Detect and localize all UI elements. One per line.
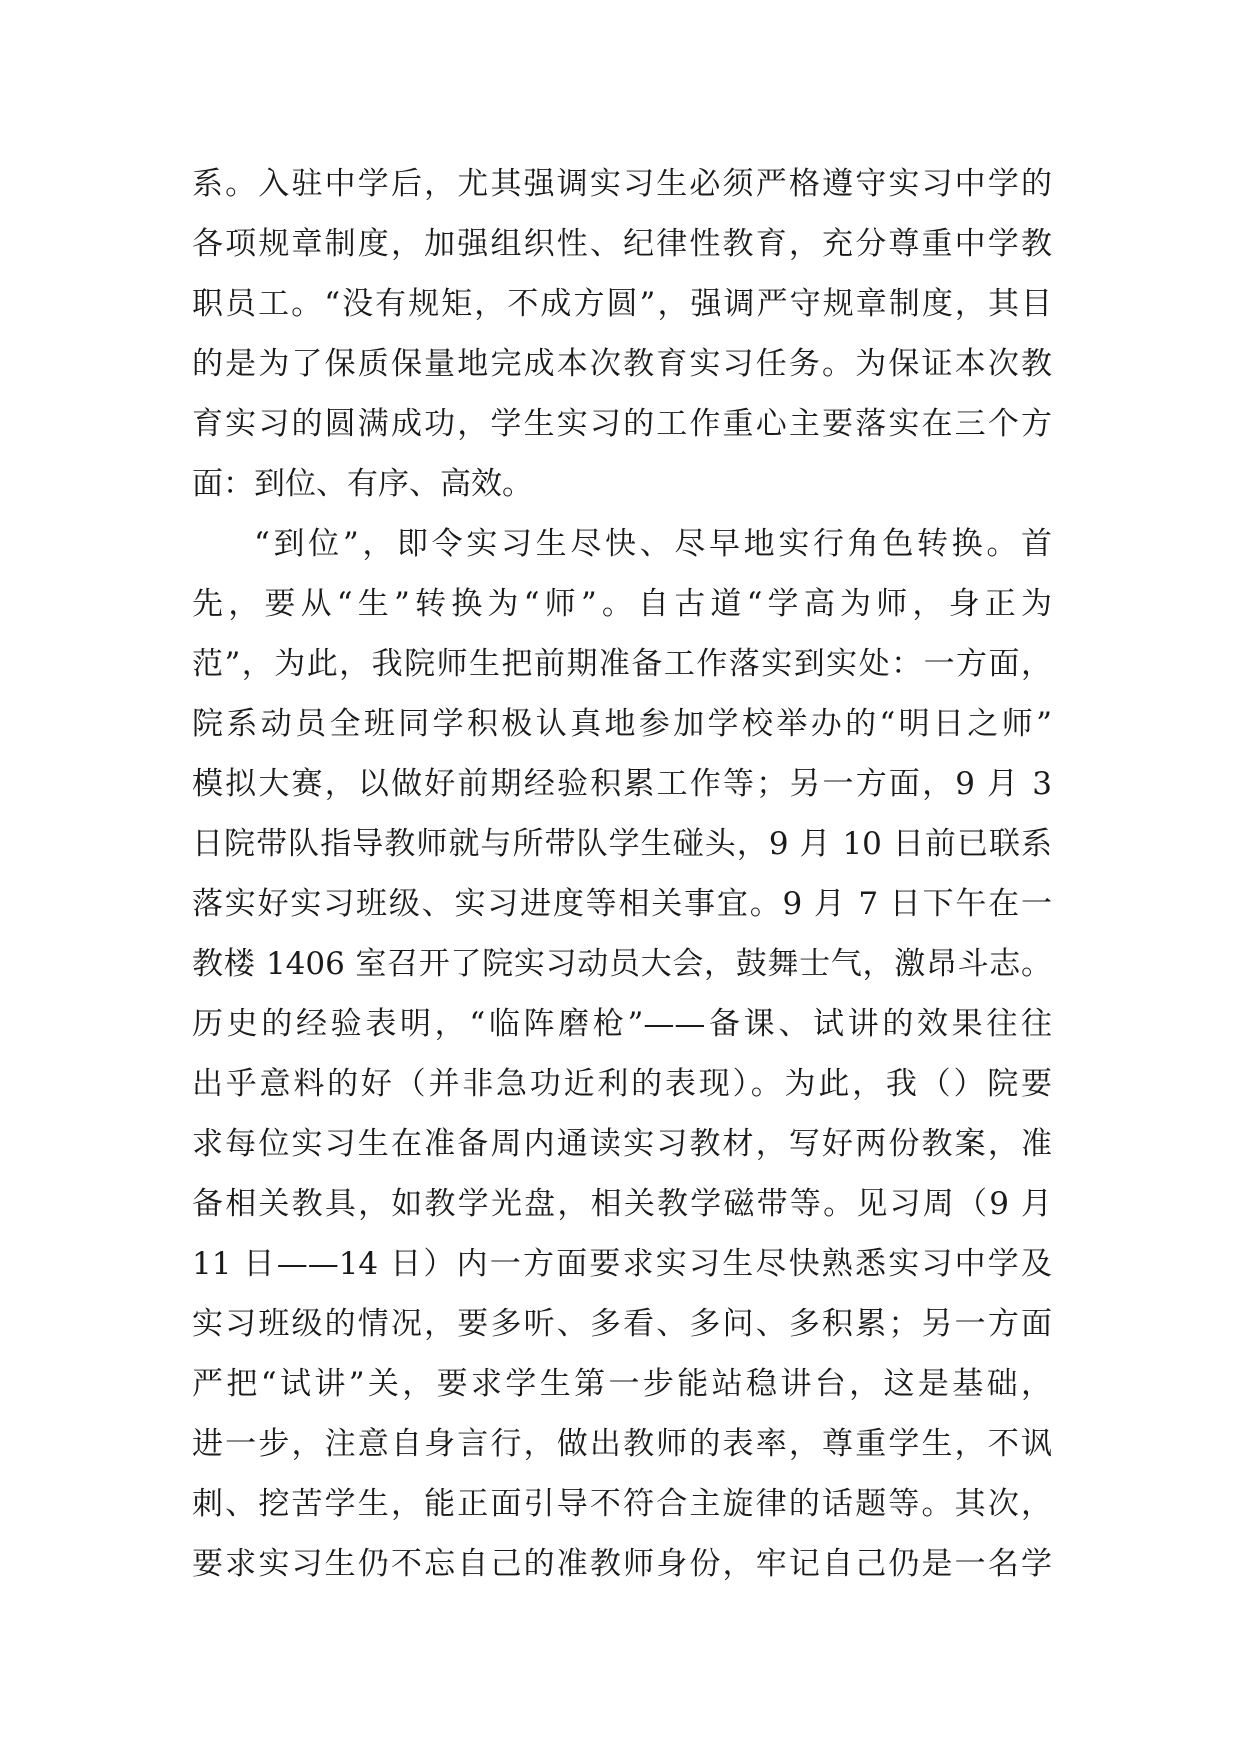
text-line: 日院带队指导教师就与所带队学生碰头，9 月 10 日前已联系	[192, 826, 1052, 862]
text-line: 面：到位、有序、高效。	[192, 466, 533, 502]
text-line: 各项规章制度，加强组织性、纪律性教育，充分尊重中学教	[192, 226, 1052, 262]
paragraph-1	[192, 154, 1052, 514]
text-line: 育实习的圆满成功，学生实习的工作重心主要落实在三个方	[192, 406, 1052, 442]
text-line: 先，要从“生”转换为“师”。自古道“学高为师，身正为	[192, 586, 1052, 622]
text-line: 落实好实习班级、实习进度等相关事宜。9 月 7 日下午在一	[192, 886, 1052, 922]
text-line: 11 日——14 日）内一方面要求实习生尽快熟悉实习中学及	[192, 1246, 1052, 1282]
text-line: “到位”，即令实习生尽快、尽早地实行角色转换。首	[254, 526, 1052, 562]
text-line: 备相关教具，如教学光盘，相关教学磁带等。见习周（9 月	[192, 1186, 1052, 1222]
document-body	[192, 154, 1052, 1594]
text-line: 要求实习生仍不忘自己的准教师身份，牢记自己仍是一名学	[192, 1546, 1052, 1582]
text-line: 求每位实习生在准备周内通读实习教材，写好两份教案，准	[192, 1126, 1052, 1162]
text-line: 院系动员全班同学积极认真地参加学校举办的“明日之师”	[192, 706, 1052, 742]
paragraph-2	[192, 514, 1052, 1594]
text-line: 出乎意料的好（并非急功近利的表现）。为此，我（）院要	[192, 1066, 1052, 1102]
text-line: 范”，为此，我院师生把前期准备工作落实到实处：一方面，	[192, 646, 1052, 682]
text-line: 刺、挖苦学生，能正面引导不符合主旋律的话题等。其次，	[192, 1486, 1052, 1522]
text-line: 严把“试讲”关，要求学生第一步能站稳讲台，这是基础，	[192, 1366, 1052, 1402]
text-line: 职员工。“没有规矩，不成方圆”，强调严守规章制度，其目	[192, 286, 1052, 322]
text-line: 实习班级的情况，要多听、多看、多问、多积累；另一方面	[192, 1306, 1052, 1342]
text-line: 模拟大赛，以做好前期经验积累工作等；另一方面，9 月 3	[192, 766, 1052, 802]
text-line: 进一步，注意自身言行，做出教师的表率，尊重学生，不讽	[192, 1426, 1052, 1462]
text-line: 教楼 1406 室召开了院实习动员大会，鼓舞士气，激昂斗志。	[192, 946, 1052, 982]
text-line: 历史的经验表明，“临阵磨枪”——备课、试讲的效果往往	[192, 1006, 1052, 1042]
text-line: 系。入驻中学后，尤其强调实习生必须严格遵守实习中学的	[192, 166, 1052, 202]
text-line: 的是为了保质保量地完成本次教育实习任务。为保证本次教	[192, 346, 1052, 382]
